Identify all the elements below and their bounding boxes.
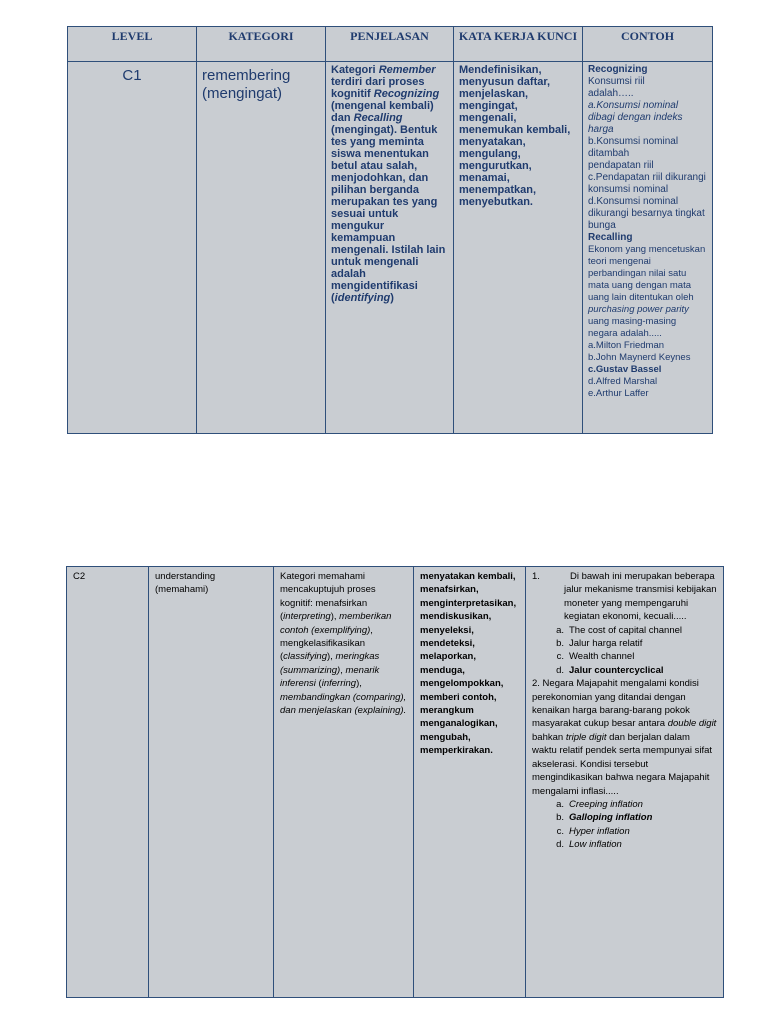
option-text: The cost of capital channel [569,624,683,636]
option-letter: b. [556,812,564,824]
text-segment: meringkas (summarizing) [280,651,380,676]
question-2-rest: dan berjalan dalam waktu relatif pendek serta mempunyai sifat akselerasi. Kondisi tersebut mengindikasikan bahwa negara Majapahit mengalami inflasi..... [532,731,713,797]
cell-level: C1 [68,62,197,434]
text-segment: ), [327,651,336,663]
cell-kata-kerja-kunci: Mendefinisikan, menyusun daftar, menjelaskan, mengingat, mengenali, menemukan kembali, menyatakan, mengulang, mengurutkan, menamai, menempatkan, menyebutkan. [454,62,583,434]
answer-option [532,624,717,637]
text-segment: ), [356,678,362,690]
contoh-line: b.Konsumsi nominal ditambah [588,136,679,159]
option-letter: b. [556,638,564,650]
text-segment: menarik inferensi [280,664,380,690]
option-letter: c. [556,651,564,663]
header-kategori: KATEGORI [197,27,326,62]
text-segment: interpreting [283,611,331,623]
contoh-line: a.Milton Friedman [588,340,665,351]
answer-option [532,825,717,838]
option-text: Jalur countercyclical [569,664,664,676]
text-segment: Recalling [353,112,403,124]
header-penjelasan: PENJELASAN [326,27,454,62]
text-segment: inferring [321,678,357,690]
cell-contoh [526,567,724,998]
penjelasan-text [331,64,445,304]
text-segment: ) [390,292,394,304]
cell-penjelasan [274,567,414,998]
question-2-intro: 2. Negara Majapahit mengalami kondisi perekonomian yang ditandai dengan kenaikan harga barang-barang pokok masyarakat cukup besar antara [532,678,699,730]
contoh-line: Recalling [588,232,633,243]
header-kata-kerja-kunci: KATA KERJA KUNCI [454,27,583,62]
cell-contoh [583,62,713,434]
contoh-line: e.Arthur Laffer [588,388,649,399]
option-text: Hyper inflation [569,825,630,837]
cell-kategori: remembering (mengingat) [197,62,326,434]
table-c1 [67,26,713,434]
cell-kategori: understanding (memahami) [149,567,274,998]
contoh-line: purchasing power parity [588,304,689,315]
text-segment: classifying [283,651,327,663]
question-1-number: 1. [532,571,540,582]
contoh-line: Konsumsi riil [588,76,645,87]
answer-option [532,838,717,851]
contoh-line: c.Pendapatan riil dikurangi konsumsi nominal [588,172,706,195]
option-text: Galloping inflation [569,812,653,824]
question-1 [532,570,717,624]
cell-kata-kerja-kunci: menyatakan kembali, menafsirkan, menginterpretasikan, mendiskusikan, menyeleksi, mendeteksi, melaporkan, menduga, mengelompokkan, memberi contoh, merangkum menganalogikan, mengubah, memperkirakan. [414,567,526,998]
answer-option [532,650,717,663]
answer-option [532,664,717,677]
text-segment: membandingkan (comparing), dan menjelaskan (explaining). [280,691,407,717]
text-segment: ( [315,678,322,690]
text-segment: , mengkelasifikasikan ( [280,624,373,663]
contoh-line: a.Konsumsi nominal dibagi dengan indeks harga [588,100,683,135]
contoh-line: uang masing-masing negara adalah..... [588,316,677,339]
option-letter: c. [556,825,564,837]
answer-option [532,798,717,811]
option-text: Jalur harga relatif [569,638,643,650]
contoh-line: pendapatan riil [588,160,654,171]
text-segment: Recognizing [373,88,440,100]
question-2 [532,677,717,798]
text-segment: Kategori [331,64,379,76]
text-segment: (mengenal kembali) dan [331,100,434,124]
option-letter: d. [556,839,564,851]
question-1-options [532,624,717,678]
contoh-list [588,64,707,400]
table-row [68,62,713,434]
text-segment: identifying [334,292,391,304]
option-letter: a. [556,624,564,636]
question-2-double-digit: double digit [667,718,717,730]
contoh-line: d.Konsumsi nominal dikurangi besarnya tingkat bunga [588,196,705,231]
text-segment: (mengingat). Bentuk tes yang meminta siswa menentukan betul atau salah, menjodohkan, dan pilihan berganda merupakan tes yang sesuai untuk mengukur kemampuan mengenali. Istilah lain untuk mengenali adalah mengidentifikasi ( [331,124,446,304]
question-2-options [532,798,717,852]
contoh-line: b.John Maynerd Keynes [588,352,691,363]
header-contoh: CONTOH [583,27,713,62]
text-segment: , [340,664,346,676]
option-text: Creeping inflation [569,798,643,810]
question-2-mid: bahkan [532,731,566,743]
answer-option [532,637,717,650]
text-segment: Kategori memahami mencakup [280,571,366,596]
contoh-line: adalah….. [588,88,634,99]
contoh-line: d.Alfred Marshal [588,376,658,387]
text-segment: Remember [378,64,436,76]
option-letter: a. [556,798,564,810]
text-segment: terdiri dari proses kognitif [331,76,425,100]
text-segment: ), [330,611,340,623]
table-c2 [66,566,724,998]
option-letter: d. [556,664,564,676]
text-segment: tujuh proses kognitif: menafsirkan ( [280,584,376,623]
option-text: Wealth channel [569,651,635,663]
contoh-line: c.Gustav Bassel [588,364,662,375]
question-2-triple-digit: triple digit [565,731,607,743]
cell-level: C2 [67,567,149,998]
option-text: Low inflation [569,839,622,851]
text-segment: memberikan contoh (exemplifying) [280,611,392,636]
cell-penjelasan [326,62,454,434]
answer-option [532,811,717,824]
header-level: LEVEL [68,27,197,62]
table-row [67,567,724,998]
contoh-line: Recognizing [588,64,648,75]
question-1-text: Di bawah ini merupakan beberapa jalur mekanisme transmisi kebijakan moneter yang mempengaruhi kegiatan ekonomi, kecuali..... [564,571,717,623]
penjelasan-text [280,571,406,716]
table-header-row [68,27,713,62]
contoh-line: Ekonom yang mencetuskan teori mengenai perbandingan nilai satu mata uang dengan mata uang lain ditentukan oleh [588,244,706,303]
